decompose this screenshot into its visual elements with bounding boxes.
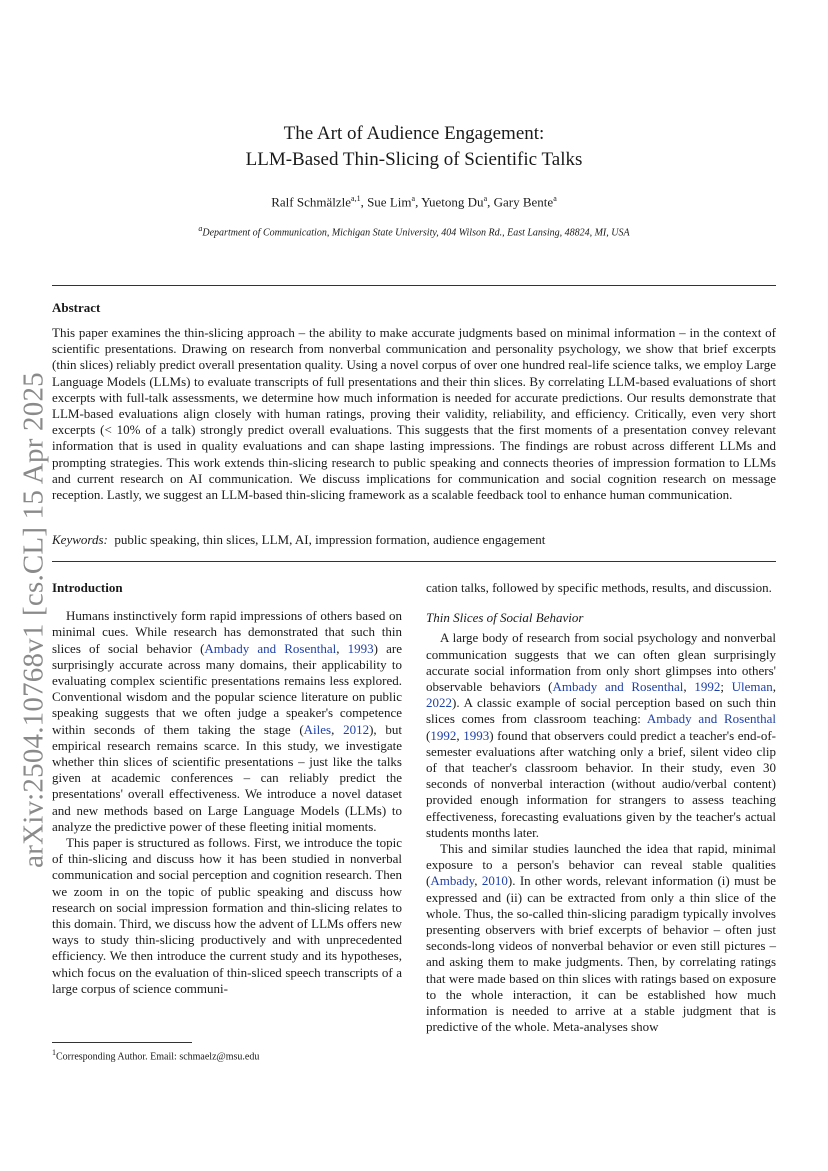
text-run: A large body of research from social psychology and nonverbal communication suggests that we can often glean surprisingly accurate social information from only short glimpses into others' observable behaviors (	[426, 630, 776, 695]
arxiv-stamp	[14, 360, 54, 880]
text-run: ). A classic example of social perception based on such thin slices comes from classroom teaching:	[426, 695, 776, 727]
text-run: ) are surprisingly accurate across many domains, their applicability to evaluating complex scientific presentations remains less explored. Conventional wisdom and the popular science literature on public speaking suggests that we often judge a speaker's competence within seconds of them taking the stage (	[52, 640, 402, 737]
title-line-2: LLM-Based Thin-Slicing of Scientific Talks	[245, 149, 583, 170]
affiliation-sup: a	[198, 224, 203, 233]
thin-slices-paragraph-2	[426, 841, 776, 1035]
intro-paragraph-1	[52, 608, 402, 835]
text-run: This and similar studies launched the idea that rapid, minimal exposure to a person's behavior can reveal stable qualities (	[426, 841, 776, 889]
section-heading-introduction: Introduction	[52, 580, 123, 595]
author-name: Ralf Schmälzle	[271, 194, 352, 210]
citation-link[interactable]: Ambady and Rosenthal	[646, 711, 776, 727]
footnote	[52, 1048, 259, 1062]
text-run: ,	[683, 679, 695, 695]
thin-slices-paragraph-1	[426, 630, 776, 841]
right-column	[426, 580, 776, 1035]
intro-paragraph-2: This paper is structured as follows. First, we introduce the topic of thin-slicing and discuss how it has been studied in nonverbal communication and social perception and cognition research. Then we zoom in on the topic of public speaking and discuss how research on social impression formation and thin-slicing relates to this domain. Third, we discuss how the advent of LLMs offers new ways to study thin-slicing productively and with unprecedented efficiency. We then introduce the current study and its hypotheses, which focus on the evaluation of thin-sliced speech transcripts of a large corpus of science communi-	[52, 835, 402, 996]
text-run: Humans instinctively form rapid impressions of others based on minimal cues. While research has demonstrated that such thin slices of social behavior (	[52, 608, 402, 656]
citation-link[interactable]: Ailes	[303, 721, 332, 737]
citation-link[interactable]: Ambady and Rosenthal	[552, 679, 684, 695]
text-run: ). In other words, relevant information (i) must be expressed and (ii) can be extracted from only a thin slice of the whole. Thus, the so-called thin-slicing paradigm typically involves presenting observers with brief excerpts of behavior – often just seconds-long videos of nonverbal behavior or even still pictures – and asking them to make judgments. Then, by correlating ratings that were made based on thin slices with ratings based on exposure to the whole interaction, it can be established how much information is needed to arrive at a stable judgment that is predictive of the whole. Meta-analyses show	[426, 873, 777, 1035]
author-sup: a	[483, 194, 488, 203]
subsection-heading: Thin Slices of Social Behavior	[426, 610, 584, 626]
text-run: ) found that observers could predict a teacher's end-of-semester evaluations after watching only a brief, silent video clip of that teacher's classroom behavior. In their study, even 30 seconds of nonverbal interaction (without audio/verbal content) provided enough information for strangers to assess teaching effectiveness, forecasting evaluations given by the teacher's actual students months later.	[426, 727, 777, 840]
paper-title	[0, 121, 828, 173]
affiliation-text: Department of Communication, Michigan State University, 404 Wilson Rd., East Lansing, 48824, MI, USA	[202, 227, 630, 239]
text-run: ,	[772, 679, 776, 695]
citation-link[interactable]: 1992	[430, 727, 457, 743]
continued-paragraph: cation talks, followed by specific methods, results, and discussion.	[426, 580, 772, 595]
citation-link[interactable]: 1992	[694, 679, 721, 695]
author-list: Ralf Schmälzle$^{a,1}$, Sue Lim$^a$, Yuetong Du$^a$, Gary Bente$^a$	[271, 194, 557, 210]
affiliation	[0, 224, 828, 238]
citation-link[interactable]: 2022	[426, 695, 452, 711]
citation-link[interactable]: Uleman	[731, 679, 773, 695]
top-rule	[52, 285, 776, 286]
text-run: ,	[456, 727, 464, 743]
author-sup: a	[411, 194, 416, 203]
keywords-label: Keywords:	[52, 532, 108, 547]
citation-link[interactable]: 1993	[463, 727, 490, 743]
abstract-bottom-rule	[52, 561, 776, 562]
footnote-sup: 1	[52, 1048, 56, 1057]
citation-link[interactable]: 2012	[343, 721, 370, 737]
citation-link[interactable]: 1993	[347, 640, 374, 656]
author-name: Yuetong Du	[421, 194, 484, 210]
text-run: (	[426, 727, 431, 743]
footnote-rule	[52, 1042, 192, 1043]
text-run: ,	[331, 721, 344, 737]
abstract-heading: Abstract	[52, 300, 101, 315]
author-name: Sue Lim	[367, 194, 412, 210]
abstract-body: This paper examines the thin-slicing approach – the ability to make accurate judgments based on minimal information – in the context of scientific presentations. Drawing on research from nonverbal communication and personality psychology, we show that brief excerpts (thin slices) reliably predict overall presentation quality. Using a novel corpus of over one hundred real-life science talks, we employ Large Language Models (LLMs) to evaluate transcripts of full presentations and their thin slices. By correlating LLM-based evaluations of short excerpts with full-talk assessments, we determine how much information is needed for accurate predictions. Our results demonstrate that LLM-based evaluations align closely with human ratings, proving their validity, reliability, and efficiency. Critically, even very short excerpts (< 10% of a talk) strongly predict overall evaluations. This suggests that the first moments of a presentation convey relevant information that is used in quality evaluations and can shape lasting impressions. The findings are robust across different LLMs and prompting strategies. This work extends thin-slicing research to public speaking and connects theories of impression formation to LLMs and current research on AI communication. We discuss implications for communication and social cognition research on message reception. Lastly, we suggest an LLM-based thin-slicing framework as a scalable feedback tool to enhance human communication.	[52, 325, 776, 503]
title-line-1: The Art of Audience Engagement:	[283, 123, 545, 144]
left-column	[52, 580, 402, 997]
text-run: ,	[336, 640, 348, 656]
author-sup: a,1	[351, 194, 361, 203]
text-run: ), but empirical research remains scarce. In this study, we investigate whether thin slices of scientific presentations – just like the talks given at academic conferences – can reliably predict the presentations' overall effectiveness. We introduce a novel dataset and new methods based on Large Language Models (LLMs) to analyze the predictive power of these fleeting initial moments.	[52, 721, 402, 834]
author-name: Gary Bente	[493, 194, 554, 210]
text-run: ,	[474, 873, 482, 889]
citation-link[interactable]: Ambady and Rosenthal	[204, 640, 337, 656]
citation-link[interactable]: 2010	[481, 873, 508, 889]
citation-link[interactable]: Ambady	[430, 873, 475, 889]
footnote-text: Corresponding Author. Email: schmaelz@msu.edu	[56, 1051, 260, 1063]
author-sup: a	[553, 194, 557, 203]
keywords-text: public speaking, thin slices, LLM, AI, impression formation, audience engagement	[114, 532, 546, 547]
keywords-line	[52, 532, 776, 548]
text-run: ;	[720, 679, 732, 695]
arxiv-stamp-text: arXiv:2504.10768v1 [cs.CL] 15 Apr 2025	[17, 372, 50, 868]
